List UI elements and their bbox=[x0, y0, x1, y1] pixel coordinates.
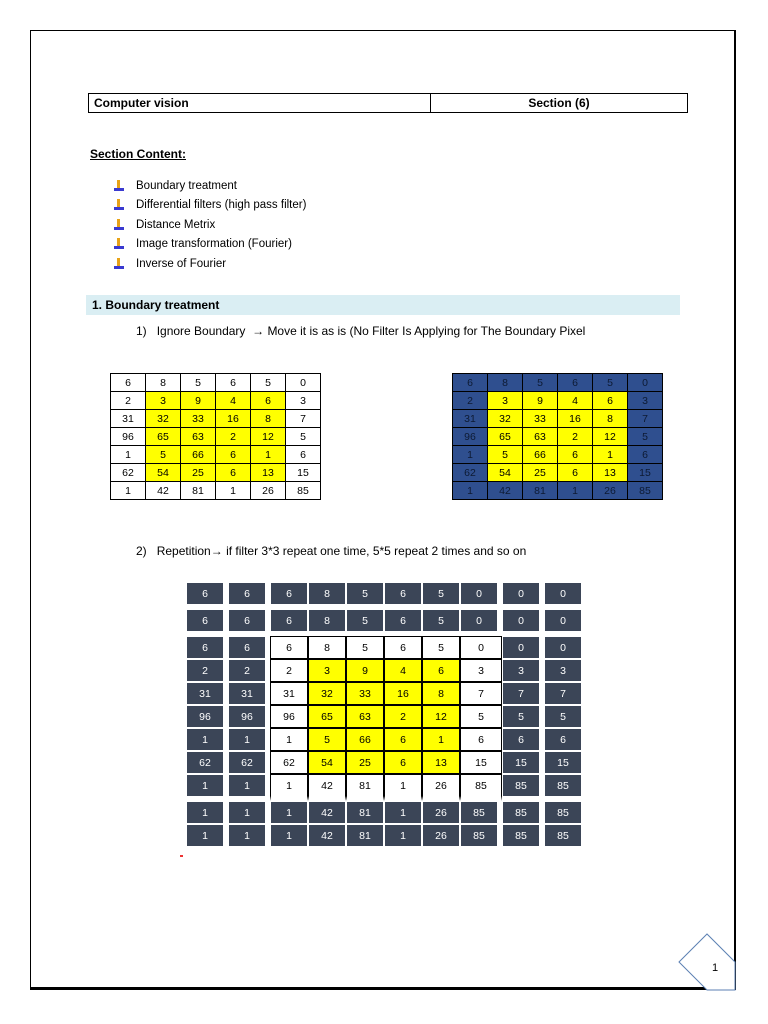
padded-matrix-cell: 5 bbox=[422, 609, 460, 636]
matrix-cell: 81 bbox=[523, 482, 558, 500]
matrix-cell: 85 bbox=[286, 482, 321, 500]
padded-matrix-cell: 42 bbox=[308, 801, 346, 824]
padded-matrix-cell: 5 bbox=[346, 636, 384, 659]
padded-matrix-cell: 31 bbox=[270, 682, 308, 705]
padded-matrix-cell: 6 bbox=[502, 728, 544, 751]
matrix-cell: 16 bbox=[558, 410, 593, 428]
padded-matrix-cell: 6 bbox=[270, 636, 308, 659]
matrix-cell: 7 bbox=[628, 410, 663, 428]
padded-matrix-cell: 63 bbox=[346, 705, 384, 728]
padded-matrix-cell: 62 bbox=[186, 751, 228, 774]
padded-matrix-cell: 65 bbox=[308, 705, 346, 728]
matrix-cell: 66 bbox=[181, 446, 216, 464]
matrix-cell: 32 bbox=[488, 410, 523, 428]
padded-matrix-cell: 85 bbox=[460, 824, 502, 847]
arrow-bullet-icon bbox=[114, 238, 124, 250]
padded-matrix-cell: 6 bbox=[186, 609, 228, 636]
matrix-cell: 15 bbox=[628, 464, 663, 482]
matrix-cell: 6 bbox=[593, 392, 628, 410]
matrix-cell: 3 bbox=[286, 392, 321, 410]
padded-matrix-cell: 62 bbox=[228, 751, 270, 774]
matrix-cell: 8 bbox=[146, 374, 181, 392]
matrix-cell: 3 bbox=[488, 392, 523, 410]
matrix-cell: 13 bbox=[251, 464, 286, 482]
matrix-cell: 6 bbox=[216, 464, 251, 482]
padded-matrix-cell: 0 bbox=[460, 582, 502, 609]
padded-matrix-cell: 6 bbox=[460, 728, 502, 751]
padded-matrix-cell: 85 bbox=[502, 774, 544, 801]
matrix-cell: 5 bbox=[593, 374, 628, 392]
padded-matrix-cell: 4 bbox=[384, 659, 422, 682]
matrix-cell: 6 bbox=[216, 374, 251, 392]
matrix-cell: 25 bbox=[523, 464, 558, 482]
repetition-padded-matrix bbox=[186, 582, 582, 847]
padded-matrix-cell: 31 bbox=[186, 682, 228, 705]
ignore-boundary-item: 1) Ignore Boundary → Move it is as is (No Filter Is Applying for The Boundary Pixel bbox=[136, 324, 586, 338]
arrow-bullet-icon bbox=[114, 258, 124, 270]
padded-matrix-cell: 8 bbox=[422, 682, 460, 705]
stray-mark bbox=[180, 855, 183, 857]
padded-matrix-cell: 85 bbox=[460, 801, 502, 824]
matrix-cell: 1 bbox=[251, 446, 286, 464]
padded-matrix-cell: 54 bbox=[308, 751, 346, 774]
ignore-boundary-matrix bbox=[452, 373, 663, 500]
padded-matrix-cell: 42 bbox=[308, 774, 346, 801]
padded-matrix-cell: 96 bbox=[270, 705, 308, 728]
matrix-cell: 63 bbox=[523, 428, 558, 446]
matrix-cell: 3 bbox=[146, 392, 181, 410]
padded-matrix-cell: 8 bbox=[308, 609, 346, 636]
padded-matrix-cell: 5 bbox=[346, 609, 384, 636]
padded-matrix-cell: 2 bbox=[384, 705, 422, 728]
right-arrow-icon: → bbox=[252, 324, 265, 338]
matrix-cell: 7 bbox=[286, 410, 321, 428]
padded-matrix-cell: 0 bbox=[544, 582, 582, 609]
list-item: Distance Metrix bbox=[114, 215, 306, 235]
matrix-cell: 6 bbox=[286, 446, 321, 464]
matrix-cell: 4 bbox=[216, 392, 251, 410]
header-table bbox=[88, 93, 688, 113]
matrix-cell: 1 bbox=[111, 446, 146, 464]
matrix-cell: 5 bbox=[181, 374, 216, 392]
padded-matrix-cell: 6 bbox=[228, 609, 270, 636]
padded-matrix-cell: 81 bbox=[346, 774, 384, 801]
matrix-cell: 15 bbox=[286, 464, 321, 482]
padded-matrix-cell: 6 bbox=[228, 582, 270, 609]
padded-matrix-cell: 1 bbox=[422, 728, 460, 751]
page-number-diamond-icon bbox=[677, 932, 737, 992]
repetition-item: 2) Repetition→ if filter 3*3 repeat one time, 5*5 repeat 2 times and so on bbox=[136, 544, 527, 558]
page-number: 1 bbox=[712, 962, 719, 974]
padded-matrix-cell: 0 bbox=[544, 609, 582, 636]
matrix-cell: 13 bbox=[593, 464, 628, 482]
matrix-cell: 6 bbox=[216, 446, 251, 464]
padded-matrix-cell: 2 bbox=[186, 659, 228, 682]
section-content-title: Section Content: bbox=[90, 147, 186, 161]
padded-matrix-cell: 0 bbox=[502, 582, 544, 609]
padded-matrix-cell: 6 bbox=[186, 582, 228, 609]
matrix-cell: 62 bbox=[453, 464, 488, 482]
matrix-cell: 6 bbox=[251, 392, 286, 410]
padded-matrix-cell: 5 bbox=[308, 728, 346, 751]
padded-matrix-cell: 8 bbox=[308, 582, 346, 609]
padded-matrix-cell: 0 bbox=[544, 636, 582, 659]
padded-matrix-cell: 1 bbox=[270, 774, 308, 801]
matrix-cell: 1 bbox=[216, 482, 251, 500]
matrix-cell: 96 bbox=[111, 428, 146, 446]
matrix-cell: 1 bbox=[453, 482, 488, 500]
matrix-cell: 66 bbox=[523, 446, 558, 464]
matrix-cell: 42 bbox=[488, 482, 523, 500]
padded-matrix-cell: 42 bbox=[308, 824, 346, 847]
matrix-cell: 62 bbox=[111, 464, 146, 482]
matrix-cell: 12 bbox=[251, 428, 286, 446]
matrix-cell: 16 bbox=[216, 410, 251, 428]
matrix-cell: 12 bbox=[593, 428, 628, 446]
matrix-cell: 1 bbox=[111, 482, 146, 500]
matrix-cell: 25 bbox=[181, 464, 216, 482]
padded-matrix-cell: 7 bbox=[544, 682, 582, 705]
padded-matrix-cell: 7 bbox=[460, 682, 502, 705]
padded-matrix-cell: 85 bbox=[502, 824, 544, 847]
padded-matrix-cell: 81 bbox=[346, 824, 384, 847]
matrix-cell: 5 bbox=[251, 374, 286, 392]
matrix-cell: 2 bbox=[216, 428, 251, 446]
padded-matrix-cell: 3 bbox=[544, 659, 582, 682]
matrix-cell: 1 bbox=[453, 446, 488, 464]
padded-matrix-cell: 6 bbox=[270, 582, 308, 609]
matrix-cell: 33 bbox=[181, 410, 216, 428]
padded-matrix-cell: 32 bbox=[308, 682, 346, 705]
padded-matrix-cell: 16 bbox=[384, 682, 422, 705]
matrix-cell: 5 bbox=[523, 374, 558, 392]
matrix-cell: 6 bbox=[453, 374, 488, 392]
matrix-cell: 2 bbox=[453, 392, 488, 410]
padded-matrix-cell: 5 bbox=[544, 705, 582, 728]
padded-matrix-cell: 1 bbox=[228, 801, 270, 824]
matrix-cell: 81 bbox=[181, 482, 216, 500]
boundary-treatment-heading: 1. Boundary treatment bbox=[86, 295, 680, 315]
padded-matrix-cell: 6 bbox=[186, 636, 228, 659]
arrow-bullet-icon bbox=[114, 219, 124, 231]
matrix-cell: 0 bbox=[286, 374, 321, 392]
padded-matrix-cell: 0 bbox=[460, 609, 502, 636]
padded-matrix-cell: 1 bbox=[270, 728, 308, 751]
padded-matrix-cell: 13 bbox=[422, 751, 460, 774]
padded-matrix-cell: 9 bbox=[346, 659, 384, 682]
matrix-cell: 33 bbox=[523, 410, 558, 428]
matrix-cell: 2 bbox=[558, 428, 593, 446]
padded-matrix-cell: 6 bbox=[384, 636, 422, 659]
padded-matrix-cell: 26 bbox=[422, 801, 460, 824]
matrix-cell: 32 bbox=[146, 410, 181, 428]
padded-matrix-cell: 85 bbox=[544, 801, 582, 824]
padded-matrix-cell: 1 bbox=[270, 824, 308, 847]
padded-matrix-cell: 6 bbox=[384, 728, 422, 751]
matrix-cell: 63 bbox=[181, 428, 216, 446]
padded-matrix-cell: 5 bbox=[422, 636, 460, 659]
matrix-cell: 1 bbox=[558, 482, 593, 500]
padded-matrix-cell: 0 bbox=[502, 609, 544, 636]
padded-matrix-cell: 26 bbox=[422, 774, 460, 801]
padded-matrix-cell: 96 bbox=[186, 705, 228, 728]
padded-matrix-cell: 6 bbox=[544, 728, 582, 751]
padded-matrix-cell: 1 bbox=[186, 824, 228, 847]
matrix-cell: 42 bbox=[146, 482, 181, 500]
matrix-cell: 6 bbox=[628, 446, 663, 464]
matrix-cell: 31 bbox=[453, 410, 488, 428]
padded-matrix-cell: 6 bbox=[384, 751, 422, 774]
padded-matrix-cell: 2 bbox=[270, 659, 308, 682]
matrix-cell: 6 bbox=[558, 464, 593, 482]
padded-matrix-cell: 5 bbox=[460, 705, 502, 728]
matrix-cell: 54 bbox=[146, 464, 181, 482]
padded-matrix-cell: 1 bbox=[384, 824, 422, 847]
padded-matrix-cell: 3 bbox=[308, 659, 346, 682]
padded-matrix-cell: 1 bbox=[228, 824, 270, 847]
matrix-cell: 0 bbox=[628, 374, 663, 392]
matrix-cell: 3 bbox=[628, 392, 663, 410]
list-item: Boundary treatment bbox=[114, 176, 306, 196]
arrow-bullet-icon bbox=[114, 180, 124, 192]
original-matrix bbox=[110, 373, 321, 500]
padded-matrix-cell: 81 bbox=[346, 801, 384, 824]
course-title: Computer vision bbox=[89, 94, 431, 112]
section-number: Section (6) bbox=[528, 96, 590, 110]
list-item: Image transformation (Fourier) bbox=[114, 235, 306, 255]
padded-matrix-cell: 1 bbox=[228, 774, 270, 801]
padded-matrix-cell: 1 bbox=[186, 728, 228, 751]
padded-matrix-cell: 2 bbox=[228, 659, 270, 682]
padded-matrix-cell: 85 bbox=[502, 801, 544, 824]
matrix-cell: 26 bbox=[593, 482, 628, 500]
matrix-cell: 96 bbox=[453, 428, 488, 446]
padded-matrix-cell: 85 bbox=[544, 824, 582, 847]
padded-matrix-cell: 3 bbox=[460, 659, 502, 682]
matrix-cell: 4 bbox=[558, 392, 593, 410]
padded-matrix-cell: 15 bbox=[502, 751, 544, 774]
padded-matrix-cell: 0 bbox=[502, 636, 544, 659]
matrix-cell: 85 bbox=[628, 482, 663, 500]
padded-matrix-cell: 1 bbox=[384, 801, 422, 824]
padded-matrix-cell: 31 bbox=[228, 682, 270, 705]
padded-matrix-cell: 15 bbox=[544, 751, 582, 774]
padded-matrix-cell: 1 bbox=[228, 728, 270, 751]
padded-matrix-cell: 6 bbox=[270, 609, 308, 636]
padded-matrix-cell: 1 bbox=[186, 774, 228, 801]
matrix-cell: 9 bbox=[181, 392, 216, 410]
padded-matrix-cell: 6 bbox=[384, 582, 422, 609]
padded-matrix-cell: 85 bbox=[544, 774, 582, 801]
matrix-cell: 6 bbox=[111, 374, 146, 392]
matrix-cell: 26 bbox=[251, 482, 286, 500]
matrix-cell: 1 bbox=[593, 446, 628, 464]
matrix-cell: 8 bbox=[488, 374, 523, 392]
padded-matrix-cell: 6 bbox=[228, 636, 270, 659]
padded-matrix-cell: 5 bbox=[346, 582, 384, 609]
section-content-list bbox=[114, 176, 306, 274]
padded-matrix-cell: 8 bbox=[308, 636, 346, 659]
padded-matrix-cell: 96 bbox=[228, 705, 270, 728]
padded-matrix-cell: 5 bbox=[422, 582, 460, 609]
matrix-cell: 65 bbox=[488, 428, 523, 446]
matrix-cell: 65 bbox=[146, 428, 181, 446]
padded-matrix-cell: 66 bbox=[346, 728, 384, 751]
padded-matrix-cell: 1 bbox=[186, 801, 228, 824]
matrix-cell: 5 bbox=[146, 446, 181, 464]
padded-matrix-cell: 1 bbox=[384, 774, 422, 801]
padded-matrix-cell: 6 bbox=[422, 659, 460, 682]
matrix-cell: 2 bbox=[111, 392, 146, 410]
list-item: Differential filters (high pass filter) bbox=[114, 196, 306, 216]
padded-matrix-cell: 12 bbox=[422, 705, 460, 728]
padded-matrix-cell: 25 bbox=[346, 751, 384, 774]
padded-matrix-cell: 62 bbox=[270, 751, 308, 774]
right-arrow-icon: → bbox=[210, 544, 223, 558]
matrix-cell: 6 bbox=[558, 446, 593, 464]
padded-matrix-cell: 26 bbox=[422, 824, 460, 847]
matrix-cell: 5 bbox=[286, 428, 321, 446]
matrix-cell: 6 bbox=[558, 374, 593, 392]
padded-matrix-cell: 7 bbox=[502, 682, 544, 705]
padded-matrix-cell: 5 bbox=[502, 705, 544, 728]
padded-matrix-cell: 1 bbox=[270, 801, 308, 824]
matrix-cell: 54 bbox=[488, 464, 523, 482]
matrix-cell: 8 bbox=[251, 410, 286, 428]
matrix-cell: 5 bbox=[488, 446, 523, 464]
arrow-bullet-icon bbox=[114, 199, 124, 211]
matrix-cell: 8 bbox=[593, 410, 628, 428]
list-item: Inverse of Fourier bbox=[114, 254, 306, 274]
matrix-cell: 31 bbox=[111, 410, 146, 428]
padded-matrix-cell: 15 bbox=[460, 751, 502, 774]
padded-matrix-cell: 3 bbox=[502, 659, 544, 682]
padded-matrix-cell: 33 bbox=[346, 682, 384, 705]
padded-matrix-cell: 85 bbox=[460, 774, 502, 801]
padded-matrix-cell: 0 bbox=[460, 636, 502, 659]
matrix-cell: 5 bbox=[628, 428, 663, 446]
padded-matrix-cell: 6 bbox=[384, 609, 422, 636]
matrix-cell: 9 bbox=[523, 392, 558, 410]
